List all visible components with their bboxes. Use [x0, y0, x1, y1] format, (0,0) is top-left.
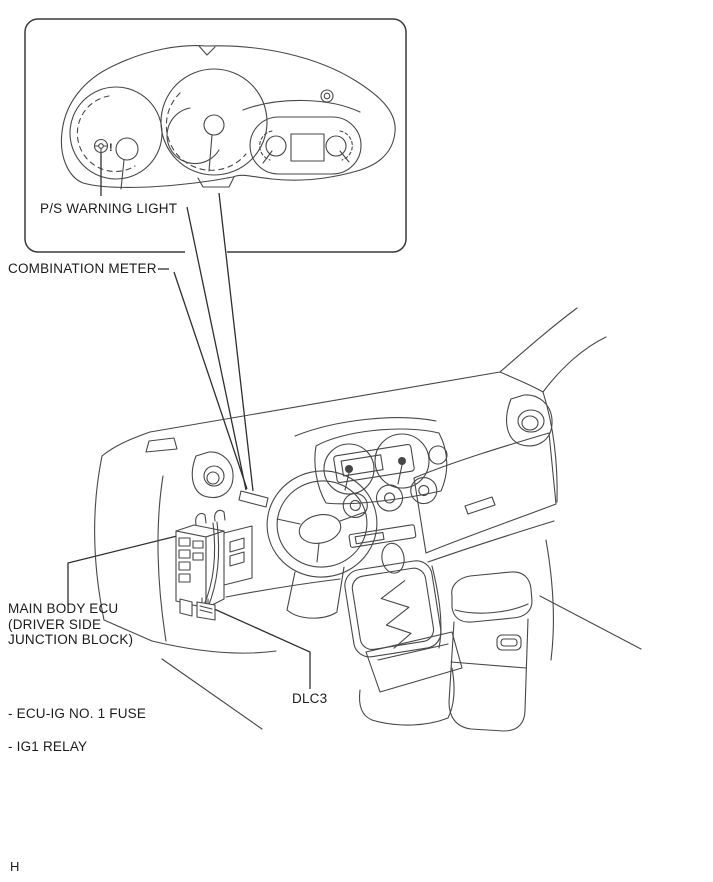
main-body-ecu-label-line2: (DRIVER SIDE — [8, 616, 102, 632]
callout-box — [25, 19, 406, 256]
odometer-display — [291, 134, 324, 161]
ps-warning-exclamation: ! — [109, 142, 113, 154]
callout-pointer-line-right — [219, 193, 253, 491]
main-body-ecu-label — [8, 601, 133, 648]
ecu-ig-fuse-label: - ECU-IG NO. 1 FUSE — [8, 706, 147, 721]
left-gauge — [70, 87, 162, 189]
dash-cluster — [295, 418, 447, 504]
hvac-knobs — [341, 476, 439, 520]
dashboard-illustration — [95, 308, 641, 731]
main-body-ecu-label-line3: JUNCTION BLOCK) — [8, 632, 134, 647]
ig1-relay-label: - IG1 RELAY — [8, 739, 88, 754]
center-console — [360, 632, 463, 725]
junction-block — [176, 510, 252, 616]
main-body-ecu-label-line1: MAIN BODY ECU — [8, 601, 119, 616]
combination-meter-illustration — [61, 46, 395, 196]
center-gauge — [161, 69, 267, 175]
center-stack — [324, 441, 461, 659]
info-panel — [250, 90, 361, 174]
dash-body — [95, 308, 606, 729]
armrest-console — [449, 572, 532, 731]
page-footer-mark: H — [10, 859, 20, 874]
gear-shifter — [339, 538, 443, 659]
combination-meter-label: COMBINATION METER — [8, 261, 157, 276]
dlc3-leader-line — [203, 604, 310, 689]
steering-wheel — [239, 461, 387, 618]
ps-warning-light-label: P/S WARNING LIGHT — [40, 201, 178, 216]
driver-vent — [192, 452, 233, 498]
combination-meter-leader-line — [174, 272, 247, 489]
dlc3-label: DLC3 — [292, 691, 328, 706]
turn-signal-stalk — [239, 491, 268, 507]
screw-icon — [321, 90, 333, 102]
passenger-vent — [507, 395, 552, 446]
ps-warning-icon — [95, 140, 113, 155]
